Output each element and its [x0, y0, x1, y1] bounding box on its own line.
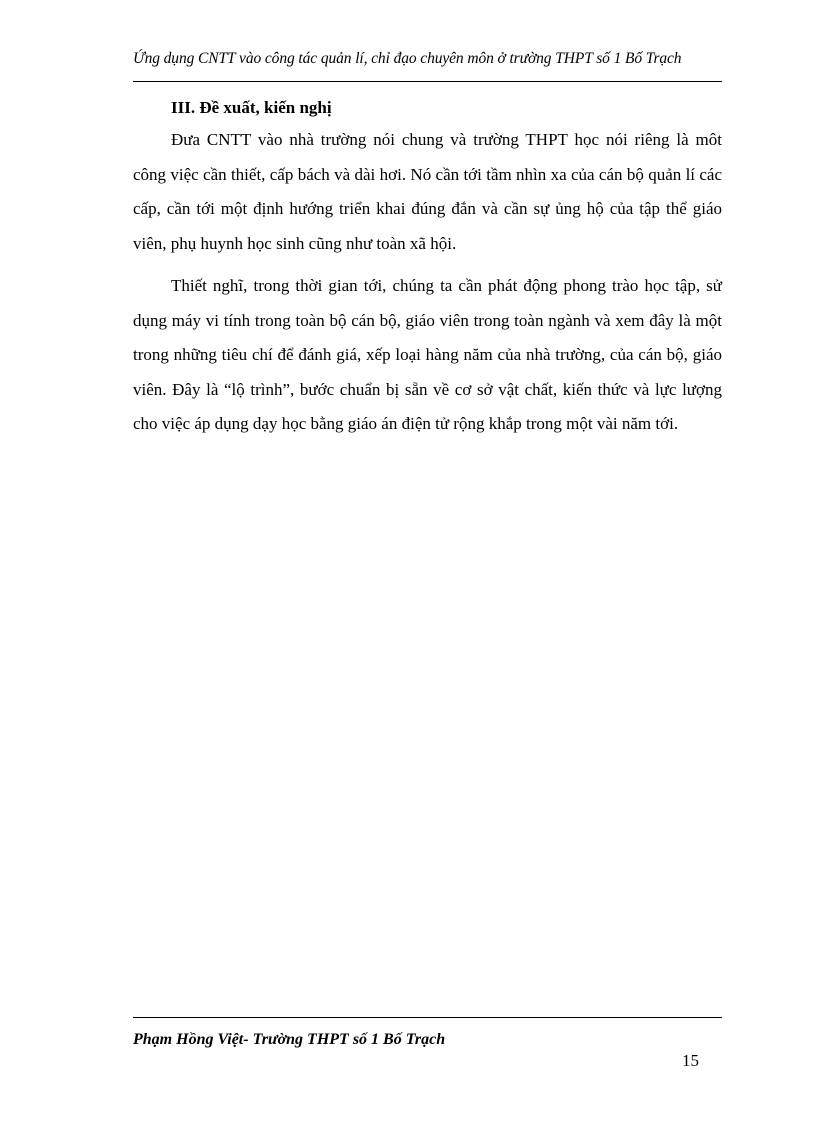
page-body — [133, 94, 722, 442]
running-header: Ứng dụng CNTT vào công tác quản lí, chỉ đạo chuyên môn ở trường THPT số 1 Bố Trạch — [133, 50, 682, 67]
footer-author: Phạm Hồng Việt- Trường THPT số 1 Bố Trạch — [133, 1031, 446, 1048]
section-heading: III. Đề xuất, kiến nghị — [171, 98, 332, 117]
body-paragraph: Đưa CNTT vào nhà trường nói chung và trường THPT học nói riêng là môt công việc cần thiết, cấp bách và dài hơi. Nó cần tới tầm nhìn xa của cán bộ quản lí các cấp, cần tới một định hướng triển khai đúng đắn và cần sự ủng hộ của tập thể giáo viên, phụ huynh học sinh cũng như toàn xã hội. — [133, 130, 722, 253]
footer-rule — [133, 1017, 722, 1018]
page-number: 15 — [682, 1051, 699, 1070]
body-paragraph: Thiết nghĩ, trong thời gian tới, chúng ta cần phát động phong trào học tập, sử dụng máy vi tính trong toàn bộ cán bộ, giáo viên trong toàn ngành và xem đây là một trong những tiêu chí để đánh giá, xếp loại hàng năm của nhà trường, của cán bộ, giáo viên. Đây là “lộ trình”, bước chuẩn bị sẵn về cơ sở vật chất, kiến thức và lực lượng cho việc áp dụng dạy học bằng giáo án điện tử rộng khắp trong một vài năm tới. — [133, 276, 722, 433]
header-rule — [133, 81, 722, 82]
